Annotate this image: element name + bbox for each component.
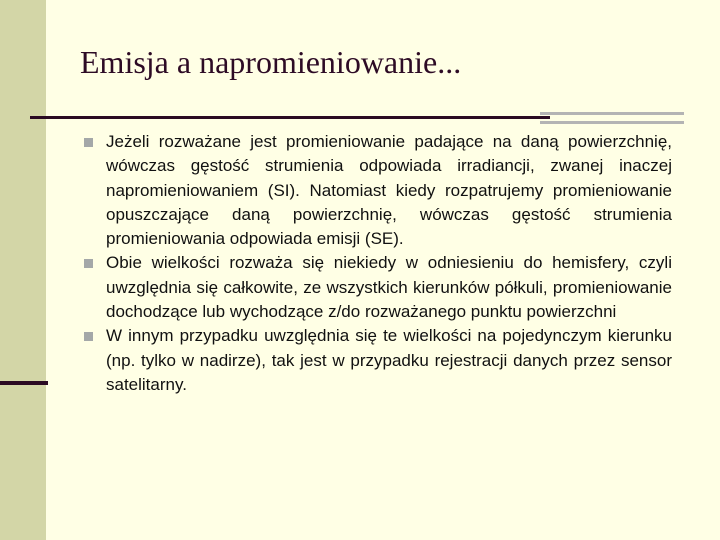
band-accent-bar xyxy=(0,381,48,385)
bullet-item-hemisphere xyxy=(84,251,672,324)
slide-title: Emisja a napromieniowanie... xyxy=(80,44,462,80)
bullet-list xyxy=(84,130,672,397)
bullet-text: Obie wielkości rozważa się niekiedy w odniesieniu do hemisfery, czyli uwzględnia się całkowite, ze wszystkich kierunków półkuli, promieniowanie dochodzące lub wychodzące z/do rozważanego punktu powierzchni xyxy=(106,253,672,322)
title-underline xyxy=(30,116,550,119)
bullet-text: W innym przypadku uwzględnia się te wielkości na pojedynczym kierunku (np. tylko w nadirze), tak jest w przypadku rejestracji danych przez sensor satelitarny. xyxy=(106,326,672,394)
bullet-item-incident-radiation xyxy=(84,130,672,251)
square-bullet-icon xyxy=(84,332,93,341)
bullet-text: Jeżeli rozważane jest promieniowanie padające na daną powierzchnię, wówczas gęstość strumienia odpowiada irradiancji, zwanej inaczej napromieniowaniem (SI). Natomiast kiedy rozpatrujemy promieniowanie opuszczające daną powierzchnię, wówczas gęstość strumienia promieniowania odpowiada emisji (SE). xyxy=(106,132,672,249)
square-bullet-icon xyxy=(84,259,93,268)
square-bullet-icon xyxy=(84,138,93,147)
title-rule-accent-bottom xyxy=(540,121,684,124)
title-rule-accent-top xyxy=(540,112,684,115)
bullet-item-single-direction xyxy=(84,324,672,397)
left-decorative-band xyxy=(0,0,46,540)
